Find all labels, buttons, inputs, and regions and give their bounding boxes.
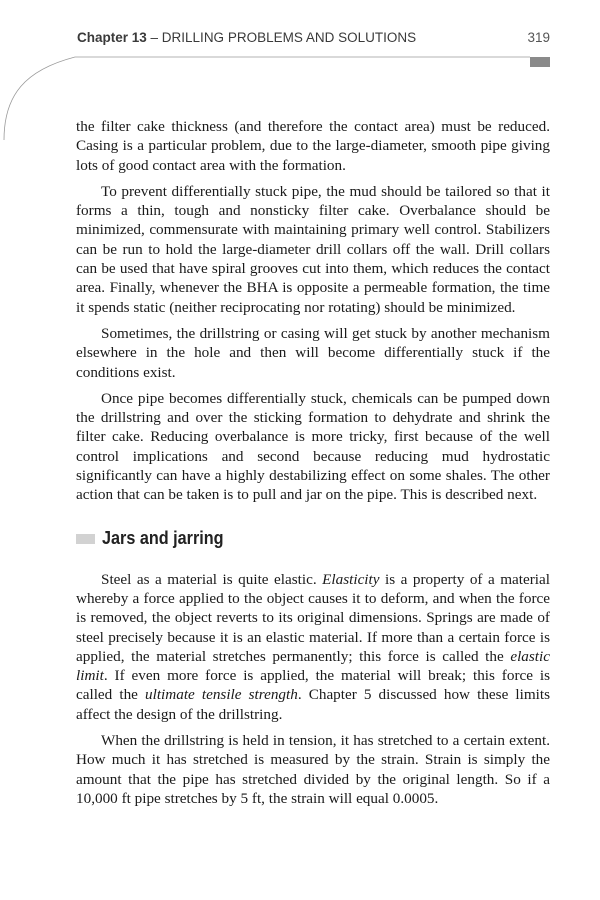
page-body xyxy=(76,117,550,815)
term-elasticity: Elasticity xyxy=(322,570,380,588)
section-marker xyxy=(76,534,95,544)
term-ultimate-tensile-strength: ultimate tensile strength xyxy=(145,686,298,704)
chapter-title: DRILLING PROBLEMS AND SOLUTIONS xyxy=(161,30,417,45)
paragraph-other-mechanism: Sometimes, the drillstring or casing will get stuck by another mechanism elsewhere in the hole and then will become differentially stuck if the conditions exist. xyxy=(76,324,550,381)
section-heading xyxy=(76,527,550,551)
running-header xyxy=(77,30,550,50)
chapter-heading xyxy=(77,30,416,45)
chapter-separator: – xyxy=(146,30,162,45)
paragraph-elasticity xyxy=(76,570,550,724)
text-run: is a property of a material whereby a force applied to the object causes it to deform, and when the force is removed, the object reverts to its original dimensions. Springs are made of steel precisely because it is an elastic material. If more than a certain force is applied, the material stretches permanently; this force is called the xyxy=(76,570,550,665)
text-run: Steel as a material is quite elastic. xyxy=(101,570,323,588)
text-run: . If even more force is applied, the material will break; this force is called the xyxy=(76,667,550,704)
text-run: . Chapter 5 discussed how these limits affect the design of the drillstring. xyxy=(76,686,551,723)
paragraph-prevention: To prevent differentially stuck pipe, the mud should be tailored so that it forms a thin, tough and nonsticky filter cake. Overbalance should be minimized, commensurate with maintaining primary well control. Stabilizers can be run to hold the large-diameter drill collars off the wall. Drill collars can be used that have spiral grooves cut into them, which reduces the contact area. Finally, whenever the BHA is opposite a permeable formation, the time it spends static (neither reciprocating nor rotating) should be minimized. xyxy=(76,182,550,316)
chapter-number: Chapter 13 xyxy=(77,30,147,45)
page-tab-marker xyxy=(530,57,550,67)
paragraph-strain: When the drillstring is held in tension, it has stretched to a certain extent. How much it has stretched is measured by the strain. Strain is simply the amount that the pipe has stretched divided by the original length. So if a 10,000 ft pipe stretches by 5 ft, the strain will equal 0.0005. xyxy=(76,732,550,807)
term-elastic-limit: elastic limit xyxy=(76,647,550,685)
paragraph-freeing-pipe: Once pipe becomes differentially stuck, chemicals can be pumped down the drillstring and over the sticking formation to dehydrate and shrink the filter cake. Reducing overbalance is more tricky, first because of the well control implications and second because reducing mud hydrostatic significantly can have a highly destabilizing effect on some shales. The other action that can be taken is to pull and jar on the pipe. This is described next. xyxy=(76,389,550,504)
section-title: Jars and jarring xyxy=(102,527,224,548)
page-number: 319 xyxy=(527,30,550,45)
paragraph-continued: the filter cake thickness (and therefore the contact area) must be reduced. Casing is a particular problem, due to the large-diameter, smooth pipe giving lots of good contact area with the formation. xyxy=(76,118,550,174)
